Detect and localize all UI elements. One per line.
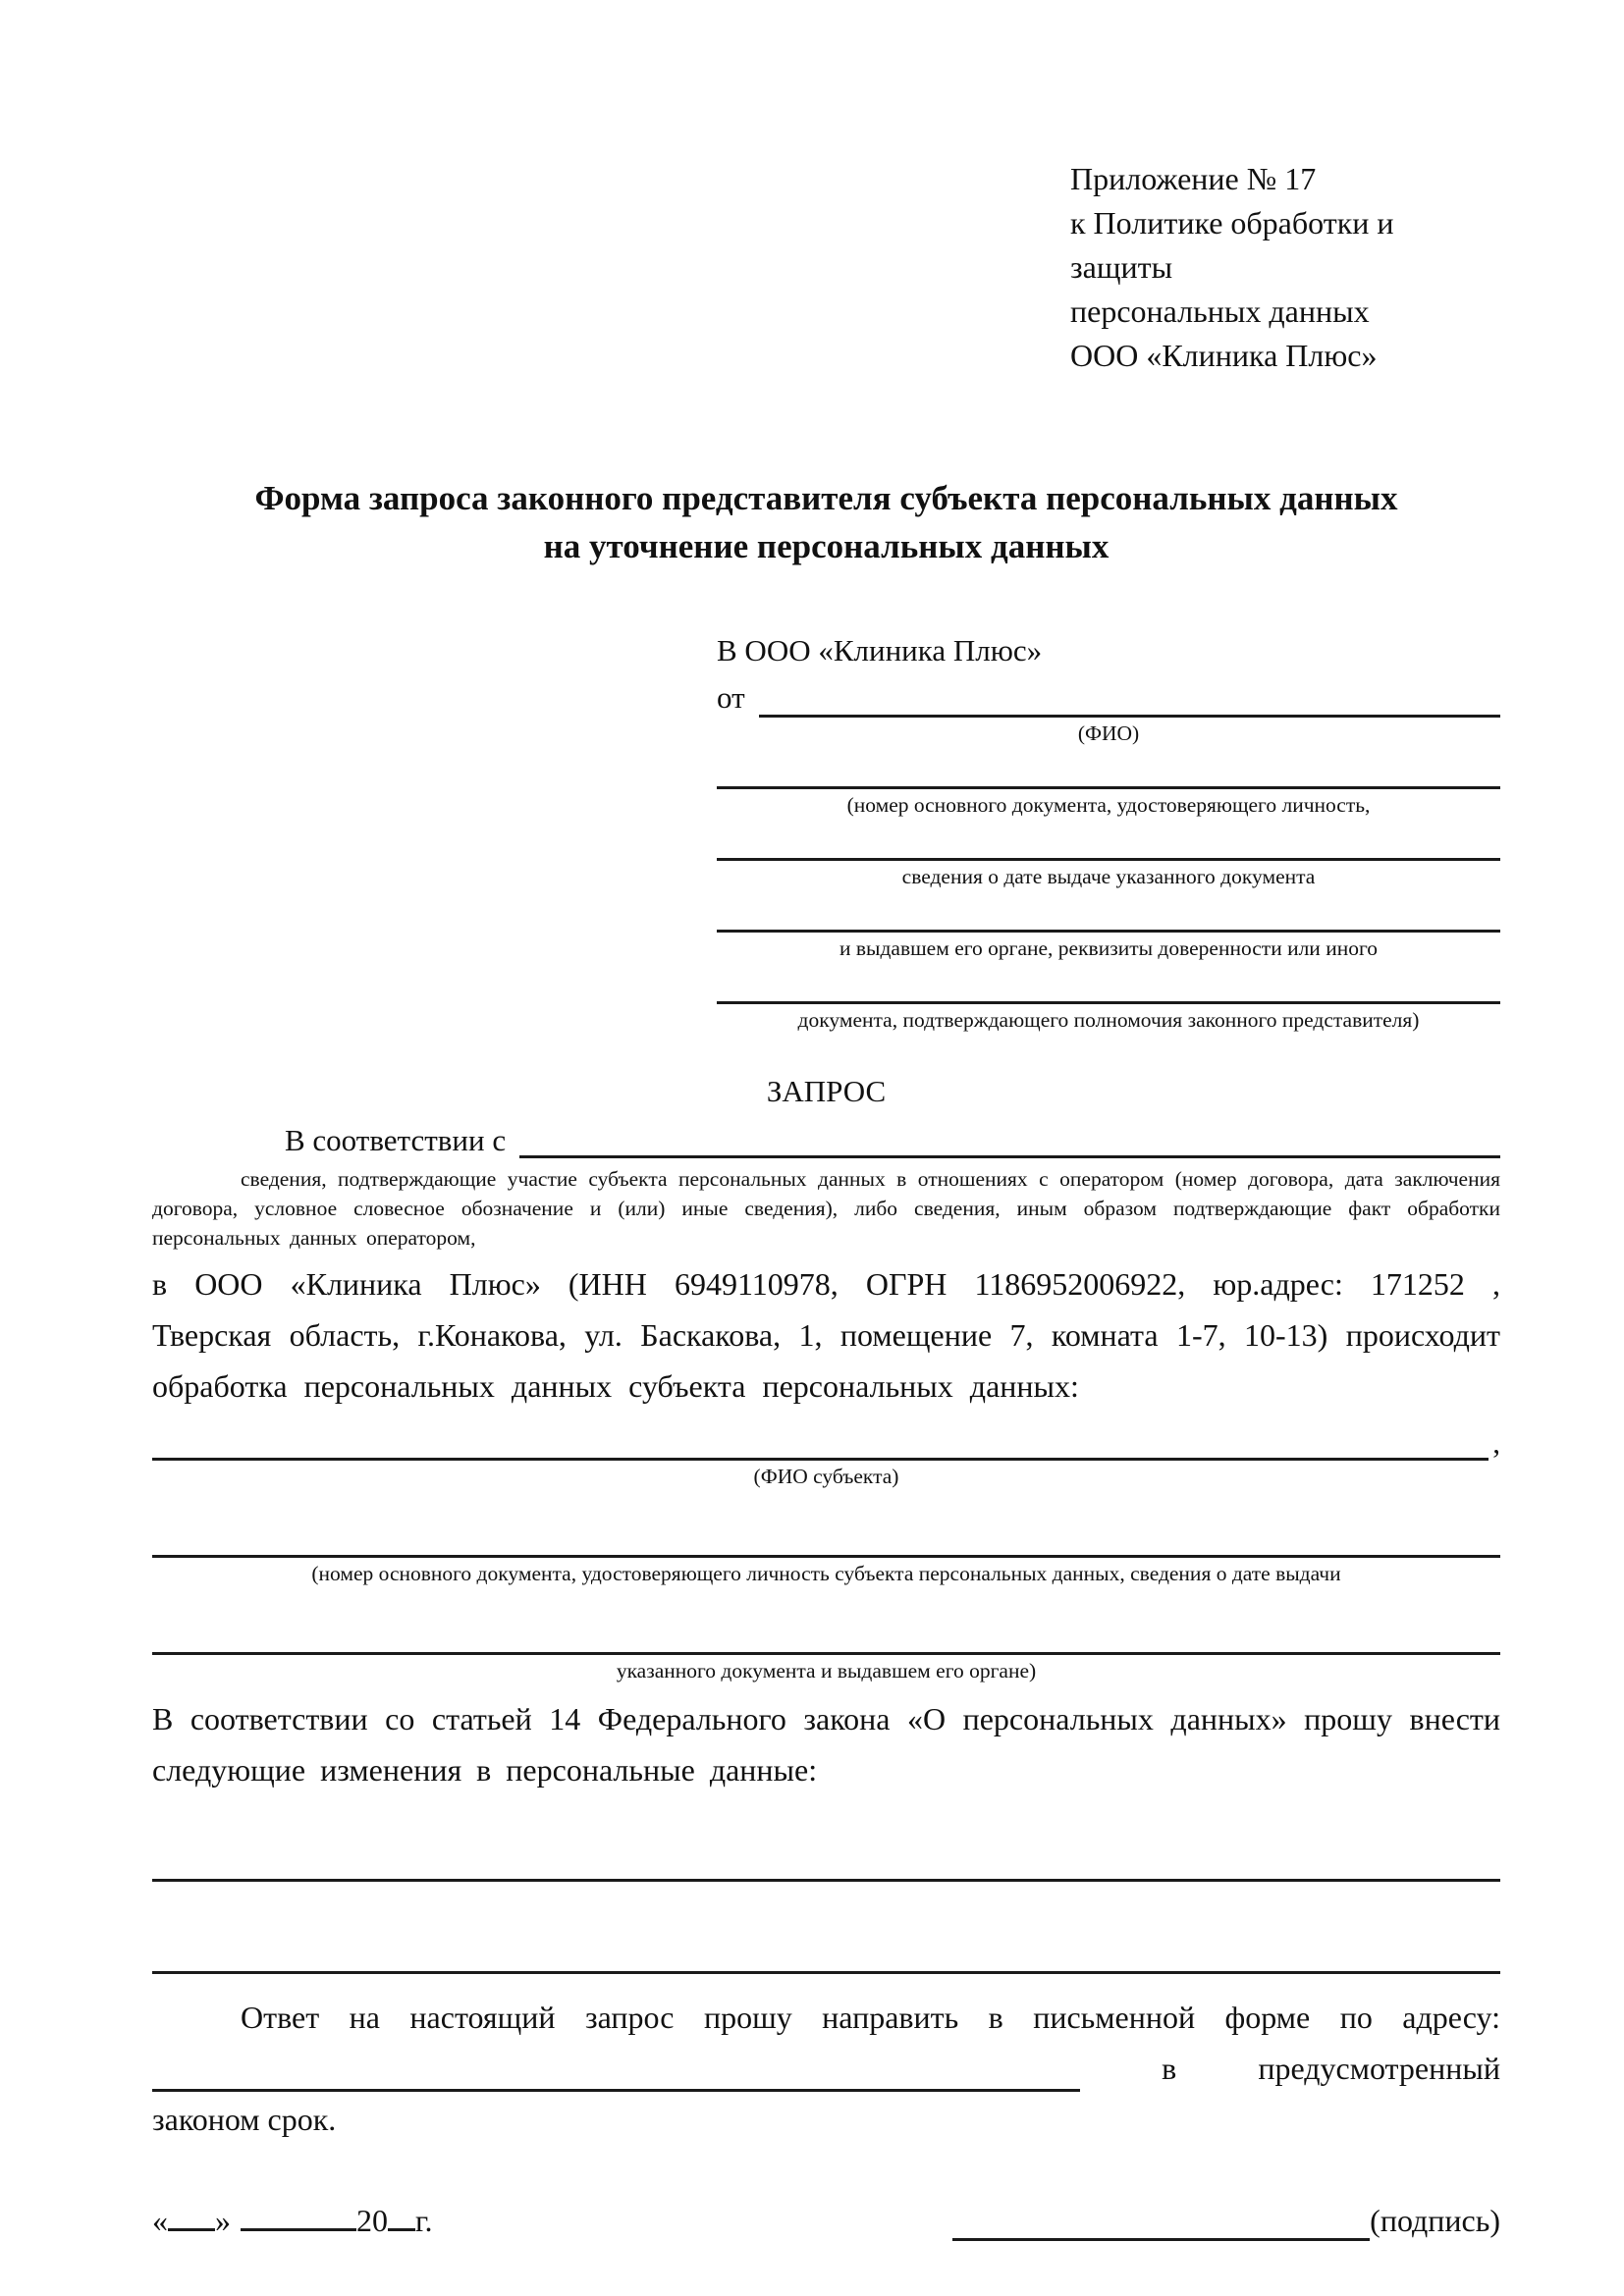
answer-word-predusmotrenny: предусмотренный xyxy=(1258,2051,1500,2086)
answer-word-v: в xyxy=(1162,2051,1177,2086)
date-year-suffix: г. xyxy=(415,2203,433,2238)
signature-field xyxy=(952,2200,1500,2241)
appendix-policy-line: к Политике обработки и защиты xyxy=(1070,205,1394,285)
addressee-to: В ООО «Клиника Плюс» xyxy=(717,633,1043,667)
document-title: Форма запроса законного представителя субъекта персональных данных на уточнение персональных данных xyxy=(254,479,1398,565)
representative-doc-caption-2: сведения о дате выдаче указанного документа xyxy=(901,865,1316,888)
representative-doc-blank-line-3 xyxy=(717,889,1500,933)
representative-doc-caption-3: и выдавшем его органе, реквизиты доверенности или иного xyxy=(839,936,1378,960)
signature-caption: (подпись) xyxy=(1370,2203,1500,2238)
representative-doc-blank-line-1 xyxy=(717,746,1500,789)
representative-doc-caption-4: документа, подтверждающего полномочия законного представителя) xyxy=(797,1008,1420,1032)
article-paragraph: В соответствии со статьей 14 Федерального закона «О персональных данных» прошу внести следующие изменения в персональные данные: xyxy=(152,1701,1500,1788)
changes-blank-line-2 xyxy=(152,1933,1500,1974)
answer-address-row xyxy=(152,2045,1500,2092)
subject-doc-blank-line-1 xyxy=(152,1517,1500,1558)
fio-caption: (ФИО) xyxy=(1077,721,1140,745)
date-quote-open: « xyxy=(152,2203,168,2238)
subject-fio-blank-line xyxy=(152,1427,1489,1461)
subject-doc-caption-1: (номер основного документа, удостоверяющего личность субъекта персональных данных, сведения о дате выдачи xyxy=(311,1562,1341,1585)
from-fio-blank-line xyxy=(759,684,1500,718)
date-signature-row xyxy=(152,2200,1500,2241)
appendix-company: ООО «Клиника Плюс» xyxy=(1070,338,1378,373)
answer-address-blank-line xyxy=(152,2055,1080,2092)
date-month-blank xyxy=(241,2202,356,2231)
date-field xyxy=(152,2200,433,2241)
answer-paragraph-line3: законом срок. xyxy=(152,2102,337,2137)
representative-doc-blank-line-4 xyxy=(717,961,1500,1004)
in-accordance-blank-line xyxy=(519,1125,1500,1158)
request-heading: ЗАПРОС xyxy=(766,1074,887,1108)
footnote-text: сведения, подтверждающие участие субъекта персональных данных в отношениях с оператором (номер договора, дата заключения договора, условное словесное обозначение и (или) иные сведения), либо сведения, иным образом подтверждающие факт обработки персональных данных оператором, xyxy=(152,1167,1500,1250)
date-year-blank xyxy=(388,2202,415,2231)
subject-doc-caption-2: указанного документа и выдавшем его органе) xyxy=(616,1659,1037,1682)
operator-paragraph: в ООО «Клиника Плюс» (ИНН 6949110978, ОГРН 1186952006922, юр.адрес: 171252 , Тверская область, г.Конакова, ул. Баскакова, 1, помещение 7, комната 1-7, 10-13) происходит обработка персональных данных субъекта персональных данных: xyxy=(152,1266,1500,1404)
changes-blank-line-1 xyxy=(152,1841,1500,1882)
subject-fio-comma: , xyxy=(1492,1425,1500,1460)
subject-doc-blank-line-2 xyxy=(152,1614,1500,1655)
answer-paragraph-line1: Ответ на настоящий запрос прошу направить в письменной форме по адресу: xyxy=(241,2000,1500,2035)
appendix-number: Приложение № 17 xyxy=(1070,161,1317,196)
date-day-blank xyxy=(168,2202,215,2231)
addressee-block xyxy=(717,631,1500,1033)
date-year-prefix: 20 xyxy=(356,2203,388,2238)
date-quote-close: » xyxy=(215,2203,231,2238)
signature-blank-line xyxy=(952,2208,1370,2241)
appendix-policy-line2: персональных данных xyxy=(1070,294,1370,329)
in-accordance-label: В соответствии с xyxy=(285,1123,507,1157)
in-accordance-row xyxy=(152,1123,1500,1158)
representative-doc-caption-1: (номер основного документа, удостоверяющего личность, xyxy=(846,793,1371,817)
representative-doc-blank-line-2 xyxy=(717,818,1500,861)
from-row xyxy=(717,678,1500,718)
appendix-header xyxy=(1070,157,1500,378)
subject-fio-caption: (ФИО субъекта) xyxy=(753,1465,899,1488)
from-label: от xyxy=(717,680,745,715)
subject-fio-row xyxy=(152,1425,1500,1461)
